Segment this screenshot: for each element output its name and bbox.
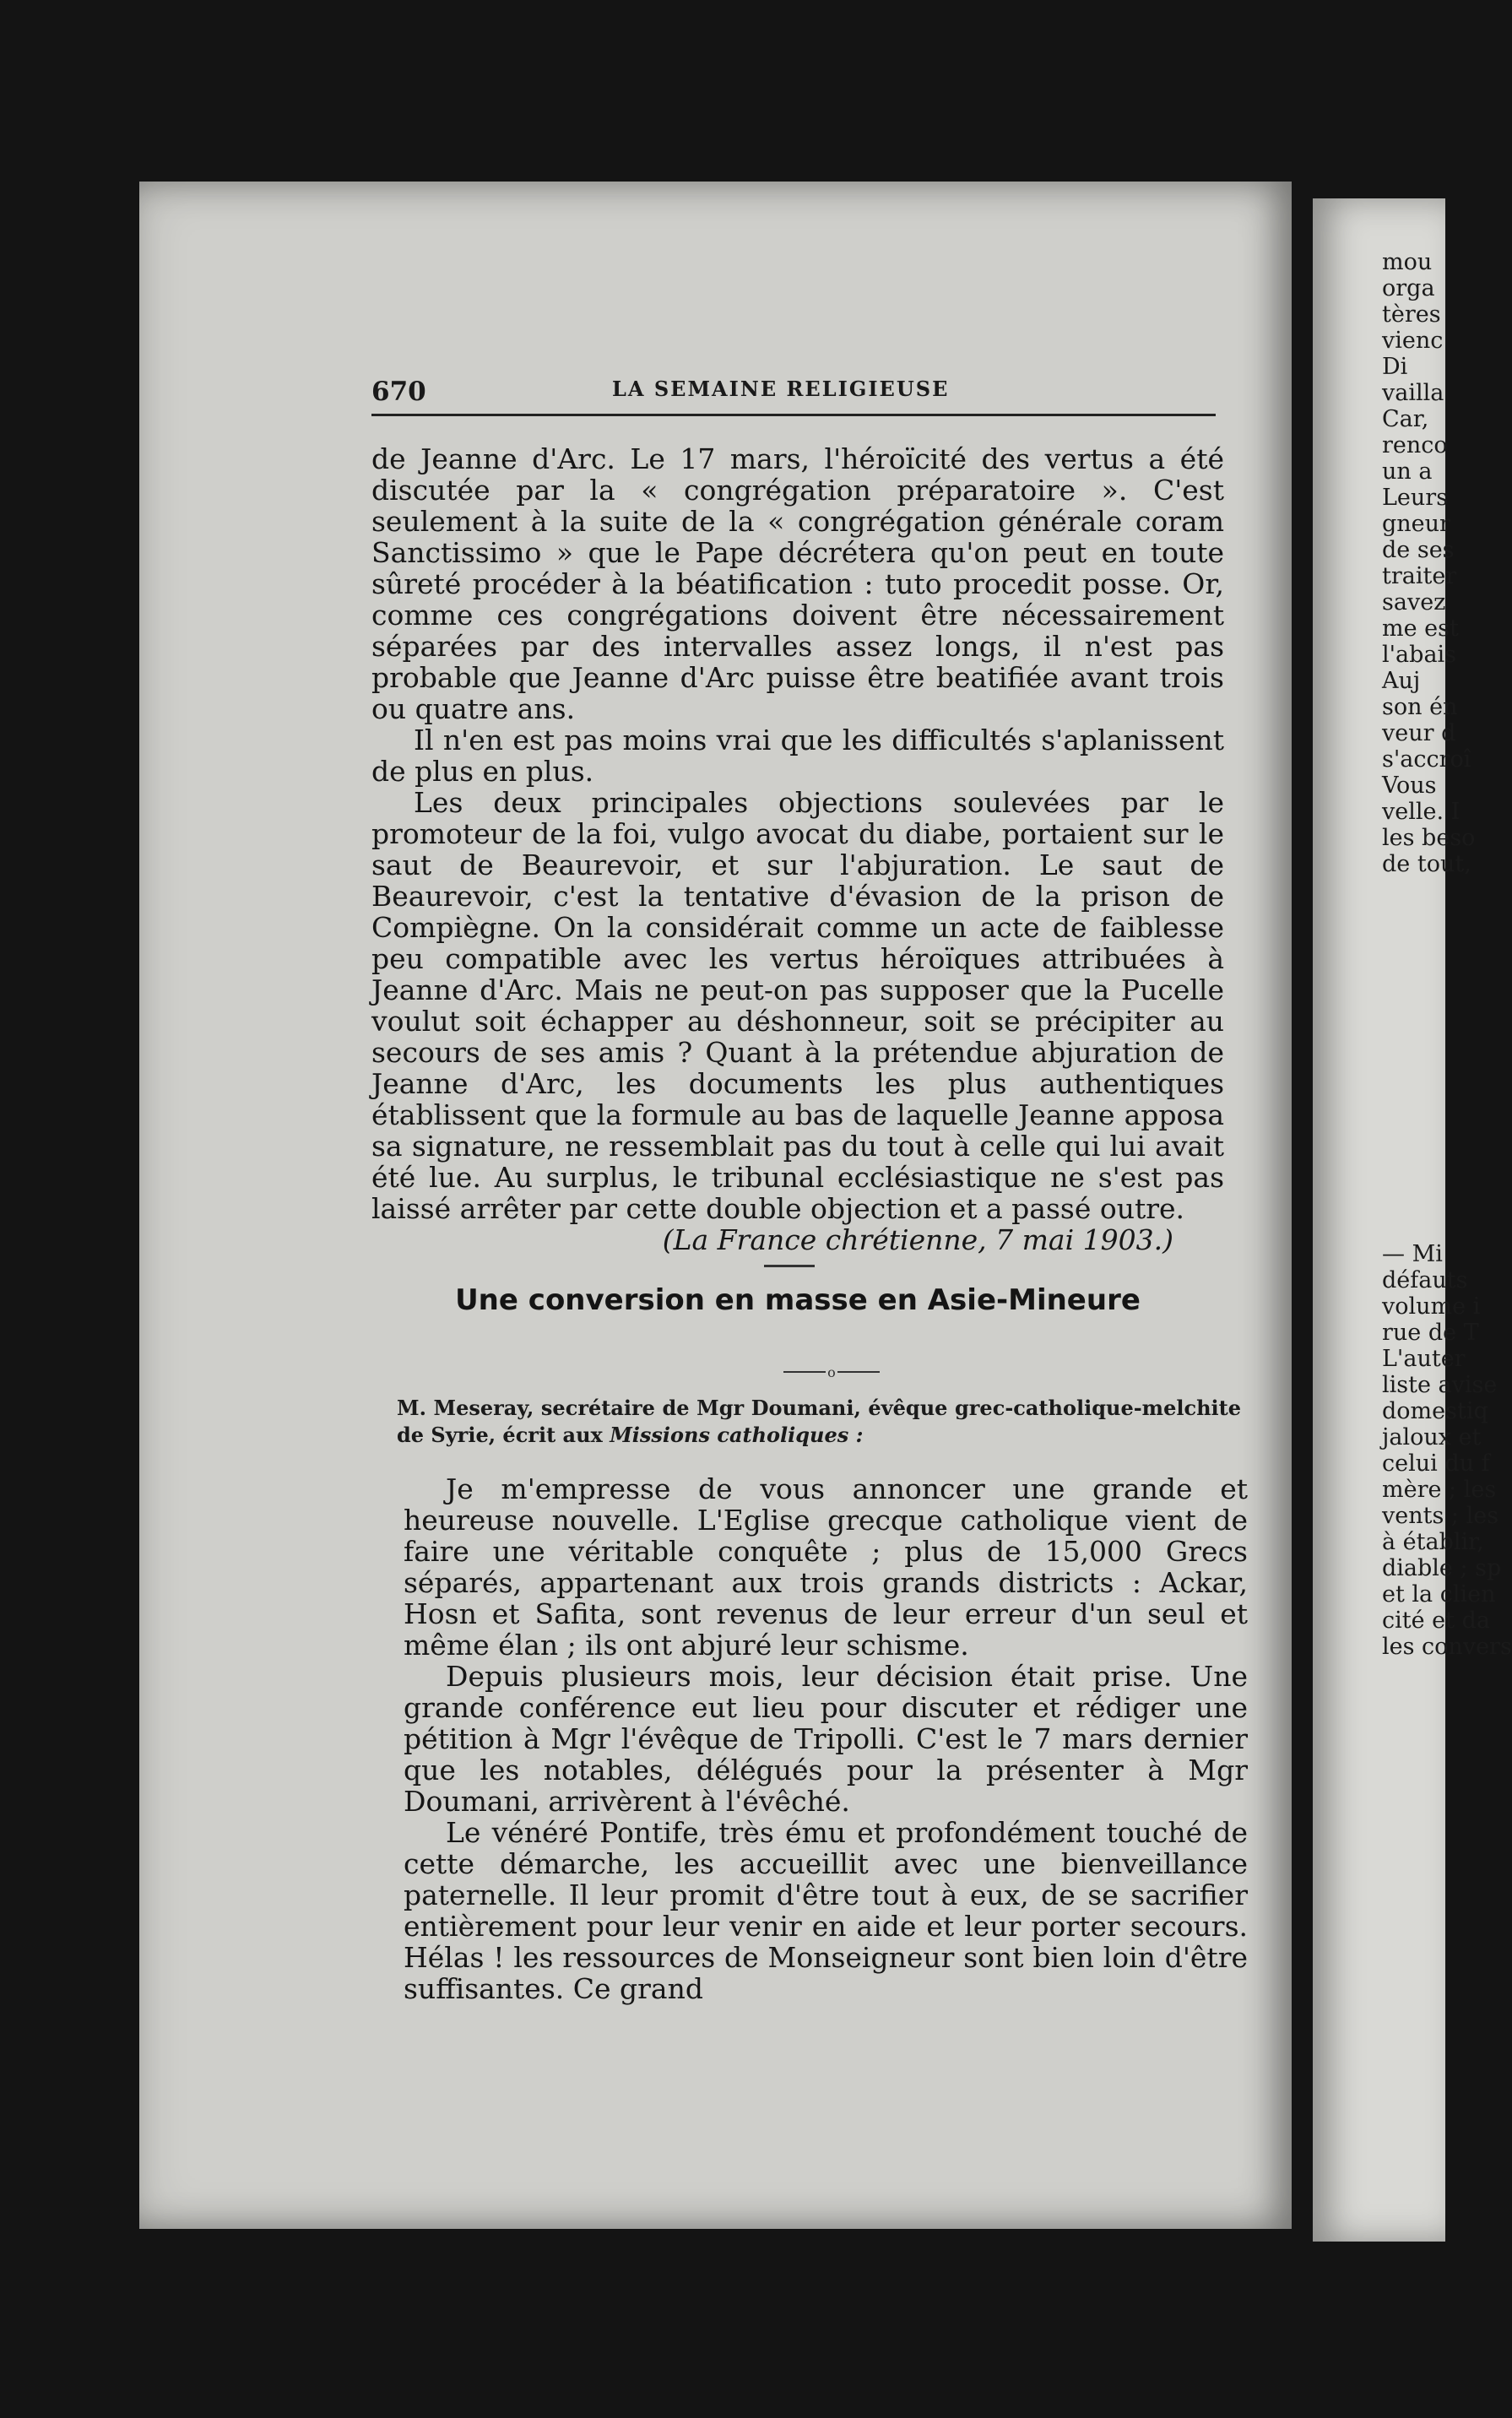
adjacent-page-fragment: défauts	[1382, 1267, 1468, 1293]
adjacent-page-fragment: rue de T	[1382, 1320, 1479, 1346]
article2-paragraph: Je m'empresse de vous annoncer une grande et heureuse nouvelle. L'Eglise grecque catholique vient de faire une véritable conquête ; plus de 15,000 Grecs séparés, appartenant aux trois grands districts : Ackar, Hosn et Safita, sont revenus de leur erreur d'un seul et même élan ; ils ont abjuré leur schisme.	[404, 1472, 1248, 1662]
adjacent-page-fragment: Vous	[1382, 773, 1437, 799]
adjacent-page-fragment: diable ; sp	[1382, 1555, 1502, 1581]
adjacent-page-fragment: les convers	[1382, 1634, 1512, 1660]
running-head: LA SEMAINE RELIGIEUSE	[612, 377, 950, 401]
adjacent-page-fragment: jaloux et	[1382, 1424, 1482, 1450]
adjacent-page-fragment: les beso	[1382, 825, 1476, 851]
adjacent-page	[1313, 198, 1512, 2242]
adjacent-page-fragment: traiter	[1382, 563, 1457, 589]
adjacent-page-fragment: orga	[1382, 275, 1435, 301]
intro-source: Missions catholiques :	[610, 1423, 864, 1447]
adjacent-page-fragment: vailla	[1382, 380, 1444, 406]
adjacent-page-fragment: velle. I	[1382, 799, 1461, 825]
adjacent-page-fragment: s'accroî	[1382, 746, 1471, 773]
article2-paragraph: Le vénéré Pontife, très ému et profondément touché de cette démarche, les accueillit avec une bienveillance paternelle. Il leur promit d'être tout à eux, de se sacrifier entièrement pour leur venir en aide et leur porter secours. Hélas ! les ressources de Monseigneur sont bien loin d'être suffisantes. Ce grand	[404, 1816, 1248, 2005]
adjacent-page-fragment: — Mi	[1382, 1241, 1443, 1267]
article1-paragraph: Il n'en est pas moins vrai que les difficultés s'aplanissent de plus en plus.	[371, 724, 1224, 788]
adjacent-page-fragment: volume i	[1382, 1293, 1481, 1320]
section-ornament	[764, 1265, 815, 1267]
adjacent-page-fragment: de tout,	[1382, 851, 1471, 877]
article1-paragraph: Les deux principales objections soulevées par le promoteur de la foi, vulgo avocat du diabe, portaient sur le saut de Beaurevoir, et sur l'abjuration. Le saut de Beaurevoir, c'est la tentative d'évasion de la prison de Compiègne. On la considérait comme un acte de faiblesse peu compatible avec les vertus héroïques attribuées à Jeanne d'Arc. Mais ne peut-on pas supposer que la Pucelle voulut soit échapper au déshonneur, soit se précipiter au secours de ses amis ? Quant à la prétendue abjuration de Jeanne d'Arc, les documents les plus authentiques établissent que la formule au bas de laquelle Jeanne apposa sa signature, ne ressemblait pas du tout à celle qui lui avait été lue. Au surplus, le tribunal ecclésiastique ne s'est pas laissé arrêter par cette double objection et a passé outre.	[371, 786, 1224, 1225]
intro-text: M. Meseray, secrétaire de Mgr Doumani, évêque grec-catholique-melchite de Syrie, écrit aux	[397, 1396, 1241, 1447]
article2-paragraph: Depuis plusieurs mois, leur décision était prise. Une grande conférence eut lieu pour discuter et rédiger une pétition à Mgr l'évêque de Tripolli. C'est le 7 mars dernier que les notables, délégués pour la présenter à Mgr Doumani, arrivèrent à l'évêché.	[404, 1660, 1248, 1818]
adjacent-page-fragment: Di	[1382, 354, 1408, 380]
adjacent-page-fragment: celui du f	[1382, 1450, 1490, 1477]
adjacent-page-fragment: un a	[1382, 458, 1433, 485]
adjacent-page-fragment: mère ; les	[1382, 1477, 1497, 1503]
adjacent-page-fragment: de ses	[1382, 537, 1455, 563]
adjacent-page-fragment: Auj	[1382, 668, 1421, 694]
adjacent-page-fragment: savez	[1382, 589, 1446, 615]
adjacent-page-fragment: gneur	[1382, 511, 1450, 537]
adjacent-page-fragment: son én	[1382, 694, 1458, 720]
adjacent-page-fragment: à établir,	[1382, 1529, 1484, 1555]
adjacent-page-fragment: renco	[1382, 432, 1448, 458]
adjacent-page-fragment: cité et da	[1382, 1607, 1490, 1634]
adjacent-page-fragment: et la clien	[1382, 1581, 1496, 1607]
article1-source: (La France chrétienne, 7 mai 1903.)	[662, 1223, 1173, 1256]
adjacent-page-fragment: tères	[1382, 301, 1441, 328]
adjacent-page-fragment: vents ; les	[1382, 1503, 1499, 1529]
article1-body	[371, 443, 1224, 1255]
adjacent-page-fragment: l'abais	[1382, 642, 1457, 668]
article1-paragraph: de Jeanne d'Arc. Le 17 mars, l'héroïcité des vertus a été discutée par la « congrégation préparatoire ». C'est seulement à la suite de la « congrégation générale coram Sanctissimo » que le Pape décrétera qu'on peut en toute sûreté procéder à la béatification : tuto procedit posse. Or, comme ces congrégations doivent être nécessairement séparées par des intervalles assez longs, il n'est pas probable que Jeanne d'Arc puisse être beatifiée avant trois ou quatre ans.	[371, 442, 1224, 725]
adjacent-page-fragment: L'auter	[1382, 1346, 1466, 1372]
adjacent-page-fragment: Car,	[1382, 406, 1429, 432]
adjacent-page-fragment: domestiq	[1382, 1398, 1488, 1424]
adjacent-page-fragment: me est	[1382, 615, 1459, 642]
adjacent-page-fragment: mou	[1382, 249, 1433, 275]
adjacent-page-fragment: Leurs	[1382, 485, 1449, 511]
adjacent-page-fragment: vienc	[1382, 328, 1444, 354]
article2-title: Une conversion en masse en Asie-Mineure	[455, 1283, 1141, 1317]
article2-intro	[397, 1395, 1241, 1449]
adjacent-page-fragment: veur d	[1382, 720, 1456, 746]
header-rule	[371, 414, 1216, 416]
adjacent-page-fragment: liste avise	[1382, 1372, 1498, 1398]
title-ornament: o	[777, 1364, 886, 1380]
article2-body	[404, 1473, 1248, 2004]
page-number: 670	[371, 377, 426, 407]
